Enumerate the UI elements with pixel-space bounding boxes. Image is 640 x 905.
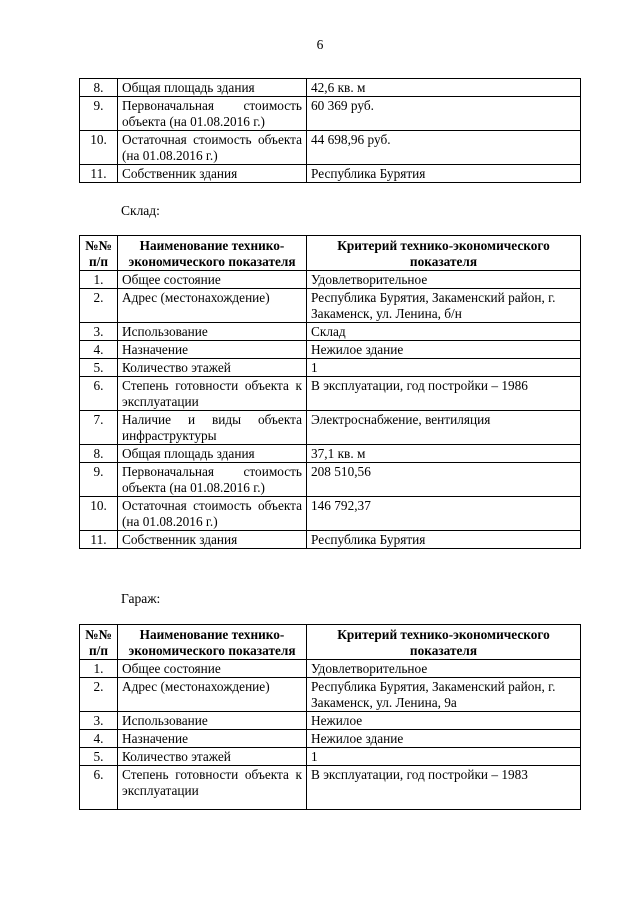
- table-row: [80, 531, 581, 549]
- row-value: Республика Бурятия, Закаменский район, г. Закаменск, ул. Ленина, 9а: [307, 678, 581, 712]
- table-row: [80, 323, 581, 341]
- row-indicator: Общее состояние: [118, 271, 307, 289]
- row-number: 2.: [80, 678, 118, 712]
- row-value: Удовлетворительное: [307, 271, 581, 289]
- row-number: 11.: [80, 531, 118, 549]
- row-value: 208 510,56: [307, 463, 581, 497]
- table-row: [80, 97, 581, 131]
- table-row: [80, 730, 581, 748]
- row-value: 1: [307, 359, 581, 377]
- row-indicator: Первоначальная стоимость объекта (на 01.08.2016 г.): [118, 463, 307, 497]
- table-row: [80, 748, 581, 766]
- row-indicator: Наличие и виды объекта инфраструктуры: [118, 411, 307, 445]
- row-indicator: Собственник здания: [118, 165, 307, 183]
- table-row: [80, 165, 581, 183]
- header-criterion: Критерий технико-экономического показателя: [307, 236, 581, 271]
- page-number: 6: [316, 37, 324, 52]
- table-row: [80, 660, 581, 678]
- header-indicator: Наименование технико-экономического показателя: [118, 625, 307, 660]
- table-header-row: [80, 236, 581, 271]
- row-number: 10.: [80, 497, 118, 531]
- row-value: 44 698,96 руб.: [307, 131, 581, 165]
- row-indicator: Общее состояние: [118, 660, 307, 678]
- row-value: 1: [307, 748, 581, 766]
- header-number: №№ п/п: [80, 236, 118, 271]
- table-row: [80, 678, 581, 712]
- row-indicator: Назначение: [118, 341, 307, 359]
- row-value: Нежилое здание: [307, 341, 581, 359]
- row-indicator: Адрес (местонахождение): [118, 678, 307, 712]
- table-row: [80, 131, 581, 165]
- row-indicator: Назначение: [118, 730, 307, 748]
- row-number: 3.: [80, 323, 118, 341]
- table-garage: [79, 624, 581, 810]
- row-number: 1.: [80, 660, 118, 678]
- section-title-garage: Гараж:: [121, 591, 161, 606]
- table-row: [80, 445, 581, 463]
- section-title-sklad: Склад:: [121, 203, 160, 218]
- table-sklad: [79, 235, 581, 549]
- row-number: 8.: [80, 445, 118, 463]
- row-value: 42,6 кв. м: [307, 79, 581, 97]
- row-value: Республика Бурятия, Закаменский район, г. Закаменск, ул. Ленина, б/н: [307, 289, 581, 323]
- row-value: Республика Бурятия: [307, 531, 581, 549]
- row-number: 3.: [80, 712, 118, 730]
- row-number: 8.: [80, 79, 118, 97]
- table-row: [80, 289, 581, 323]
- table-body: [80, 660, 581, 810]
- table-body: [80, 271, 581, 549]
- table-row: [80, 79, 581, 97]
- row-number: 10.: [80, 131, 118, 165]
- row-indicator: Использование: [118, 712, 307, 730]
- row-value: 37,1 кв. м: [307, 445, 581, 463]
- table-previous-object: [79, 78, 581, 183]
- row-indicator: Степень готовности объекта к эксплуатации: [118, 766, 307, 810]
- row-value: Склад: [307, 323, 581, 341]
- row-indicator: Количество этажей: [118, 359, 307, 377]
- table-row: [80, 463, 581, 497]
- table-row: [80, 712, 581, 730]
- row-value: 146 792,37: [307, 497, 581, 531]
- row-value: Республика Бурятия: [307, 165, 581, 183]
- table-row: [80, 341, 581, 359]
- row-value: Нежилое здание: [307, 730, 581, 748]
- row-indicator: Общая площадь здания: [118, 445, 307, 463]
- row-indicator: Количество этажей: [118, 748, 307, 766]
- row-indicator: Остаточная стоимость объекта (на 01.08.2016 г.): [118, 131, 307, 165]
- row-indicator: Собственник здания: [118, 531, 307, 549]
- header-criterion: Критерий технико-экономического показателя: [307, 625, 581, 660]
- row-value: Удовлетворительное: [307, 660, 581, 678]
- row-number: 7.: [80, 411, 118, 445]
- row-indicator: Использование: [118, 323, 307, 341]
- table-row: [80, 271, 581, 289]
- table-header-row: [80, 625, 581, 660]
- row-indicator: Остаточная стоимость объекта (на 01.08.2016 г.): [118, 497, 307, 531]
- row-number: 9.: [80, 97, 118, 131]
- table-row: [80, 497, 581, 531]
- row-value: В эксплуатации, год постройки – 1983: [307, 766, 581, 810]
- header-number: №№ п/п: [80, 625, 118, 660]
- header-indicator: Наименование технико-экономического показателя: [118, 236, 307, 271]
- row-number: 9.: [80, 463, 118, 497]
- row-number: 5.: [80, 748, 118, 766]
- row-number: 6.: [80, 377, 118, 411]
- row-number: 4.: [80, 730, 118, 748]
- row-number: 6.: [80, 766, 118, 810]
- row-value: Нежилое: [307, 712, 581, 730]
- table-row: [80, 359, 581, 377]
- row-number: 11.: [80, 165, 118, 183]
- row-indicator: Степень готовности объекта к эксплуатации: [118, 377, 307, 411]
- row-indicator: Общая площадь здания: [118, 79, 307, 97]
- table-body: [80, 79, 581, 183]
- row-indicator: Адрес (местонахождение): [118, 289, 307, 323]
- row-value: 60 369 руб.: [307, 97, 581, 131]
- table-row: [80, 766, 581, 810]
- table-row: [80, 377, 581, 411]
- row-number: 5.: [80, 359, 118, 377]
- row-value: Электроснабжение, вентиляция: [307, 411, 581, 445]
- table-row: [80, 411, 581, 445]
- row-value: В эксплуатации, год постройки – 1986: [307, 377, 581, 411]
- row-number: 2.: [80, 289, 118, 323]
- row-number: 4.: [80, 341, 118, 359]
- row-indicator: Первоначальная стоимость объекта (на 01.08.2016 г.): [118, 97, 307, 131]
- row-number: 1.: [80, 271, 118, 289]
